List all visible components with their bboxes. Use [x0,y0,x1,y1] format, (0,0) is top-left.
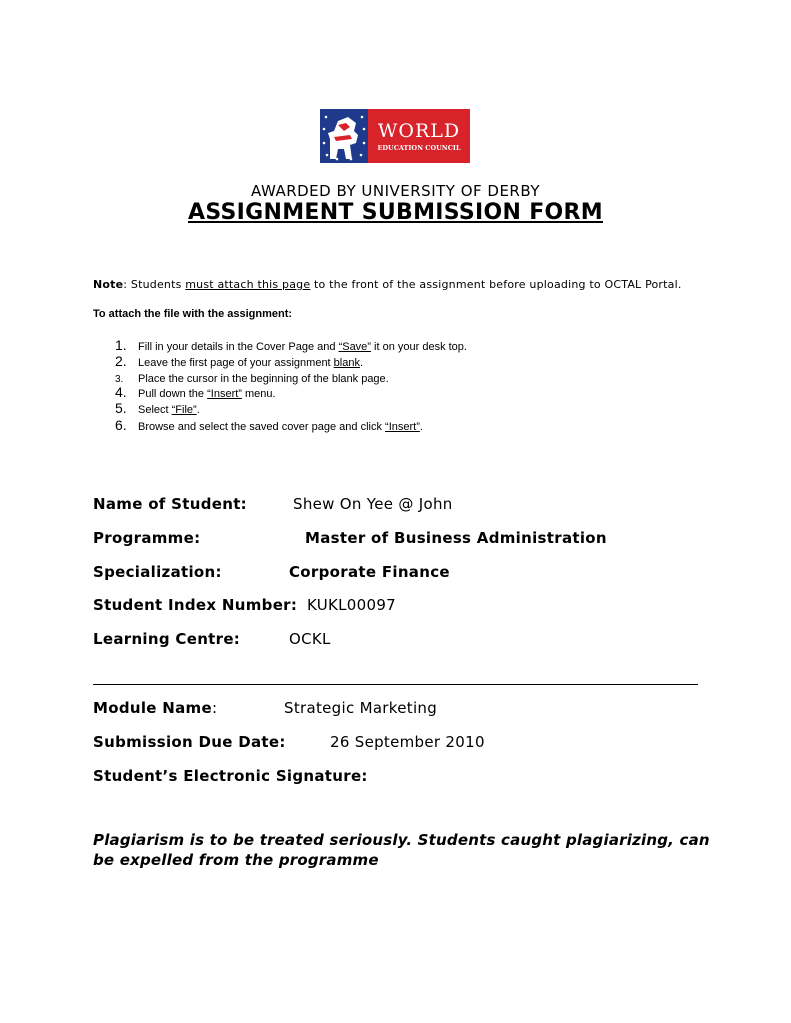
module-name-label: Module Name: [93,699,218,717]
note-label: Note [93,278,124,291]
specialization-label: Specialization: [93,563,222,581]
due-date-label: Submission Due Date: [93,733,286,751]
due-date-value: 26 September 2010 [330,733,485,751]
plagiarism-warning: Plagiarism is to be treated seriously. Students caught plagiarizing, can be expelled from the programme [93,831,710,869]
lion-flag-emblem-icon [320,109,368,163]
instruction-step: 3. Place the cursor in the beginning of the blank page. [115,373,389,385]
world-education-council-logo [320,109,470,163]
section-divider [93,684,698,685]
student-name-value: Shew On Yee @ John [293,495,453,513]
instruction-step: 5. Select “File”. [115,400,200,416]
instruction-step: 2. Leave the first page of your assignment blank. [115,353,364,369]
student-name-label: Name of Student: [93,495,247,513]
student-index-label: Student Index Number: [93,596,298,614]
module-name-value: Strategic Marketing [284,699,438,717]
form-title: ASSIGNMENT SUBMISSION FORM [188,200,603,225]
note-line: Note: Students must attach this page to the front of the assignment before uploading to OCTAL Portal. [93,278,682,291]
awarded-by-line: AWARDED BY UNIVERSITY OF DERBY [251,182,540,200]
learning-centre-label: Learning Centre: [93,630,241,648]
specialization-value: Corporate Finance [289,563,450,581]
student-index-value: KUKL00097 [307,596,397,614]
signature-label: Student’s Electronic Signature: [93,767,368,785]
programme-label: Programme: [93,529,201,547]
instruction-step: 4. Pull down the “Insert” menu. [115,384,276,400]
logo-subtitle: EDUCATION COUNCIL [377,143,461,152]
note-emphasis: must attach this page [185,278,311,291]
instructions-heading: To attach the file with the assignment: [93,308,293,320]
logo-wordmark: WORLD [377,119,461,142]
instruction-step: 6. Browse and select the saved cover page and click “Insert”. [115,417,423,433]
programme-value: Master of Business Administration [305,529,607,547]
instruction-step: 1. Fill in your details in the Cover Page and “Save” it on your desk top. [115,337,467,353]
learning-centre-value: OCKL [289,630,331,648]
